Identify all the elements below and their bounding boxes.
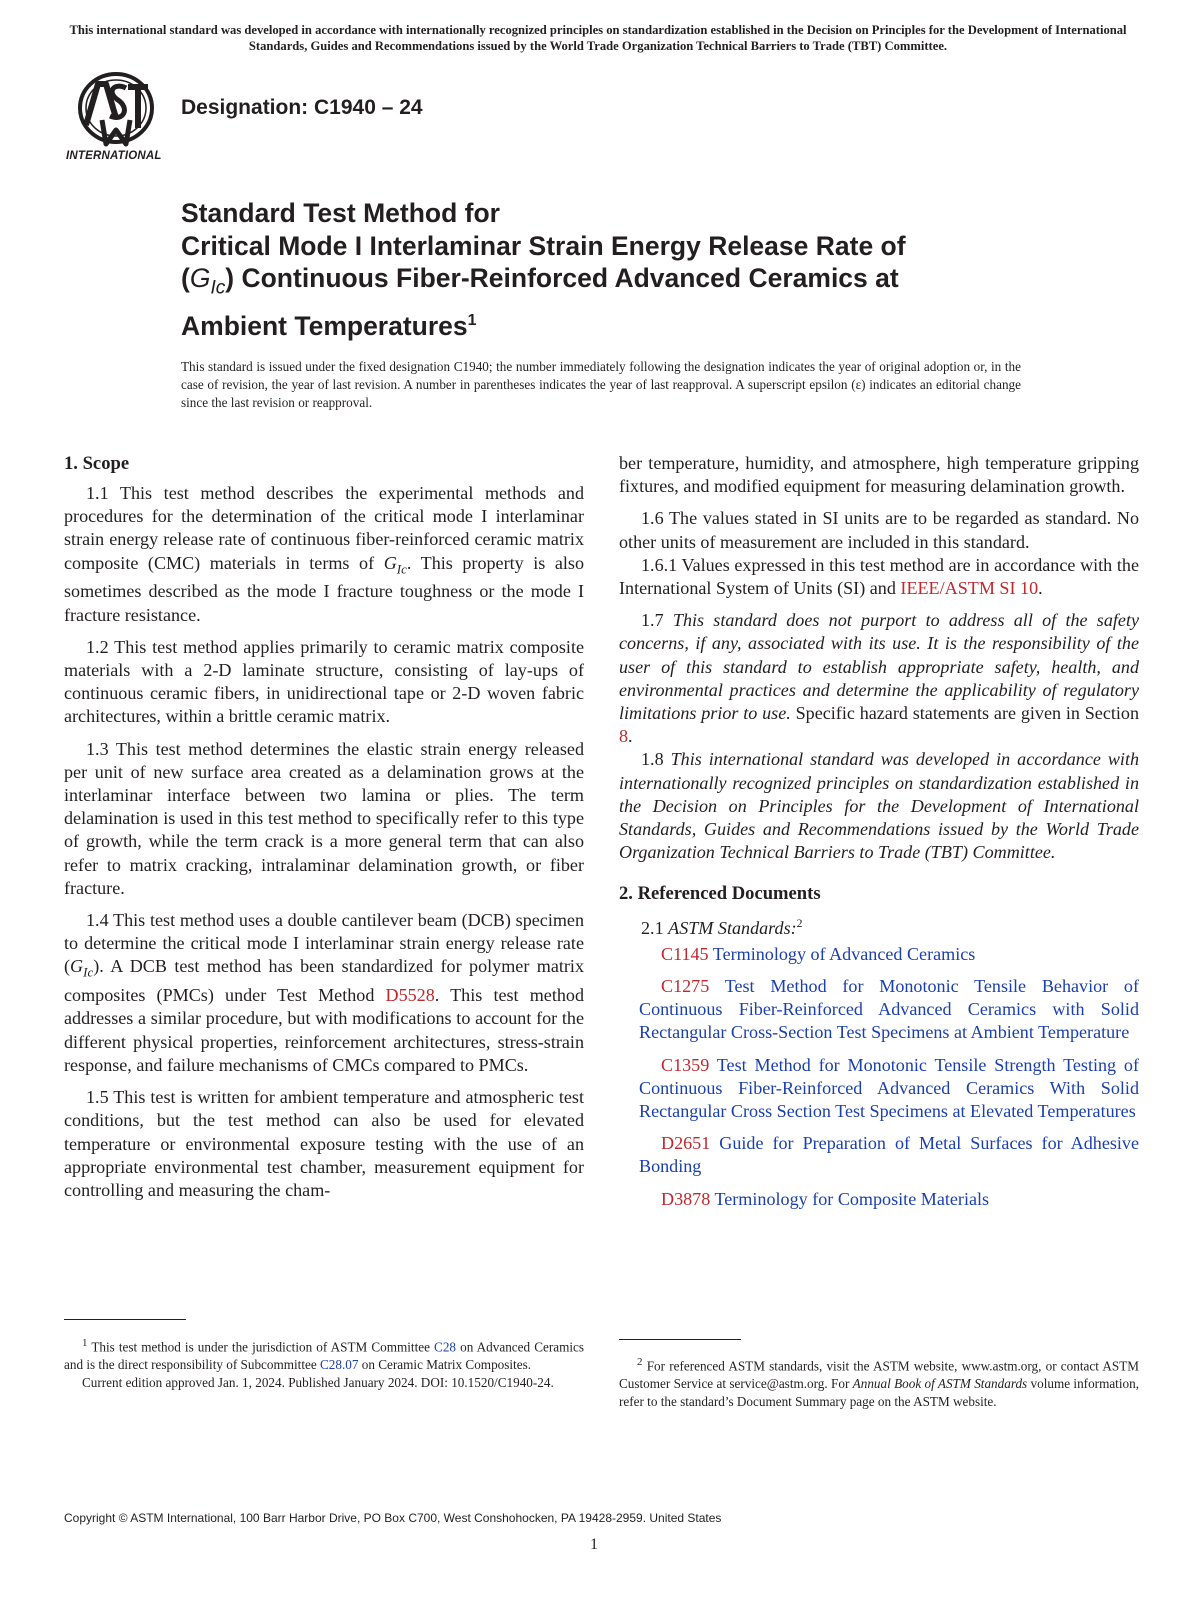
reference-item[interactable]: C1145 Terminology of Advanced Ceramics	[661, 943, 976, 964]
page-number: 1	[590, 1536, 598, 1553]
reference-item[interactable]: D2651 Guide for Preparation of Metal Surfaces for Adhesive Bonding	[639, 1133, 1139, 1177]
para-1-6: 1.6 The values stated in SI units are to be regarded as standard. No other units of measurement are included in this standard.	[619, 508, 1139, 552]
section-heading-referenced-documents: 2. Referenced Documents	[619, 883, 821, 905]
footnote-rule-right	[619, 1339, 741, 1340]
link-d5528[interactable]: D5528	[385, 985, 435, 1006]
reference-list	[619, 943, 1139, 1211]
footnote-2: $^2$ For referenced ASTM standards, visit the ASTM website, www.astm.org, or contact ASTM Customer Service at service@astm.org. For Annual Book of ASTM Standards volume information, refer to the standard’s Document Summary page on the ASTM website.	[619, 1356, 1139, 1410]
title-line-1: Standard Test Method for	[181, 198, 500, 228]
para-1-4: 1.4 This test method uses a double cantilever beam (DCB) specimen to determine the critical mode I interlaminar strain energy release rate $(G_{Ic})$. A DCB test method has been standardized for polymer matrix composites (PMCs) under Test Method D5528. This test method addresses a similar procedure, but with modifications to account for the different physical properties, reinforcement architectures, stress-strain response, and failure mechanisms of CMCs compared to PMCs.	[64, 910, 584, 1075]
reference-item[interactable]: C1359 Test Method for Monotonic Tensile Strength Testing of Continuous Fiber-Reinforced Advanced Ceramics With Solid Rectangular Cross Section Test Specimens at Elevated Temperatures	[639, 1054, 1139, 1121]
reference-item[interactable]: C1275 Test Method for Monotonic Tensile Behavior of Continuous Fiber-Reinforced Advanced Ceramics with Solid Rectangular Cross-Section Test Specimens at Ambient Temperature	[639, 975, 1139, 1043]
title-footnote-mark: 1	[467, 311, 477, 329]
title-line-4: Ambient Temperatures$^1$	[181, 310, 477, 341]
footnote-1-edition: Current edition approved Jan. 1, 2024. Published January 2024. DOI: 10.1520/C1940-24.	[82, 1375, 554, 1391]
para-2-1: 2.1 ASTM Standards:$^2$	[641, 917, 803, 939]
designation: Designation: C1940 – 24	[181, 96, 423, 119]
copyright: Copyright © ASTM International, 100 Barr Harbor Drive, PO Box C700, West Conshohocken, PA 19428-2959. United States	[64, 1511, 722, 1525]
para-1-5: 1.5 This test is written for ambient temperature and atmospheric test conditions, but the test method can also be used for elevated temperature or environmental exposure testing with the use of an appropriate environmental test chamber, measurement equipment for controlling and measuring the cham-	[64, 1087, 584, 1200]
para-1-3: 1.3 This test method determines the elastic strain energy released per unit of new surface area created as a delamination grows at the interlaminar interface between two lamina or plies. The term delamination is used in this test method to specifically refer to this type of growth, while the term crack is a more general term that can also refer to matrix cracking, intralaminar delamination growth, or fiber fracture.	[64, 738, 584, 898]
para-1-6-1: 1.6.1 Values expressed in this test method are in accordance with the International System of Units (SI) and IEEE/ASTM SI 10.	[619, 554, 1139, 599]
link-section-8[interactable]: 8	[619, 726, 629, 747]
title-line-2: Critical Mode I Interlaminar Strain Energy Release Rate of	[181, 230, 906, 261]
document-title	[181, 197, 1061, 342]
top-notice: This international standard was developed in accordance with internationally recognized principles on standardization established in the Decision on Principles for the Development of International Standards, Guides and Recommendations issued by the World Trade Organization Technical Barriers to Trade (TBT) Committee.	[69, 23, 1127, 53]
title-line-3: $(G_{Ic})$ Continuous Fiber-Reinforced Advanced Ceramics at	[181, 263, 899, 299]
link-ieee-astm-si-10[interactable]: IEEE/ASTM SI 10	[900, 578, 1039, 599]
footnote-1: $^1$ This test method is under the jurisdiction of ASTM Committee C28 on Advanced Ceramics and is the direct responsibility of Subcommittee C28.07 on Ceramic Matrix Composites. Current edition approved Jan. 1, 2024. Published January 2024. DOI: 10.1520/C1940-24.	[64, 1337, 584, 1391]
astm-logo	[66, 70, 166, 166]
link-c28-07[interactable]: C28.07	[320, 1357, 359, 1373]
footnote-rule-left	[64, 1319, 186, 1320]
left-column	[64, 452, 584, 1211]
para-1-5-continued: ber temperature, humidity, and atmosphere, high temperature gripping fixtures, and modified equipment for measuring delamination growth.	[619, 453, 1139, 497]
reference-item[interactable]: D3878 Terminology for Composite Materials	[661, 1188, 990, 1209]
issued-note: This standard is issued under the fixed designation C1940; the number immediately following the designation indicates the year of original adoption or, in the case of revision, the year of last revision. A number in parentheses indicates the year of last reapproval. A superscript epsilon (ε) indicates an editorial change since the last revision or reapproval.	[181, 359, 1021, 410]
para-1-2: 1.2 This test method applies primarily to ceramic matrix composite materials with a 2-D laminate structure, consisting of lay-ups of continuous ceramic fibers, in unidirectional tape or 2-D woven fabric architectures, within a brittle ceramic matrix.	[64, 636, 584, 727]
para-1-1: 1.1 This test method describes the experimental methods and procedures for the determination of the critical mode I interlaminar strain energy release rate of continuous fiber-reinforced ceramic matrix composite (CMC) materials in terms of $G_{Ic}$. This property is also sometimes described as the mode I fracture toughness or the mode I fracture resistance.	[64, 483, 585, 625]
right-column	[619, 452, 1139, 1220]
section-heading-scope: 1. Scope	[64, 453, 130, 474]
link-c28[interactable]: C28	[434, 1339, 457, 1355]
para-1-7: 1.7 This standard does not purport to address all of the safety concerns, if any, associated with its use. It is the responsibility of the user of this standard to establish appropriate safety, health, and environmental practices and determine the applicability of regulatory limitations prior to use. Specific hazard statements are given in Section 8.	[619, 610, 1139, 747]
logo-international-label: INTERNATIONAL	[66, 150, 162, 162]
para-1-8: 1.8 This international standard was developed in accordance with internationally recognized principles on standardization established in the Decision on Principles for the Development of International Standards, Guides and Recommendations issued by the World Trade Organization Technical Barriers to Trade (TBT) Committee.	[619, 749, 1140, 863]
